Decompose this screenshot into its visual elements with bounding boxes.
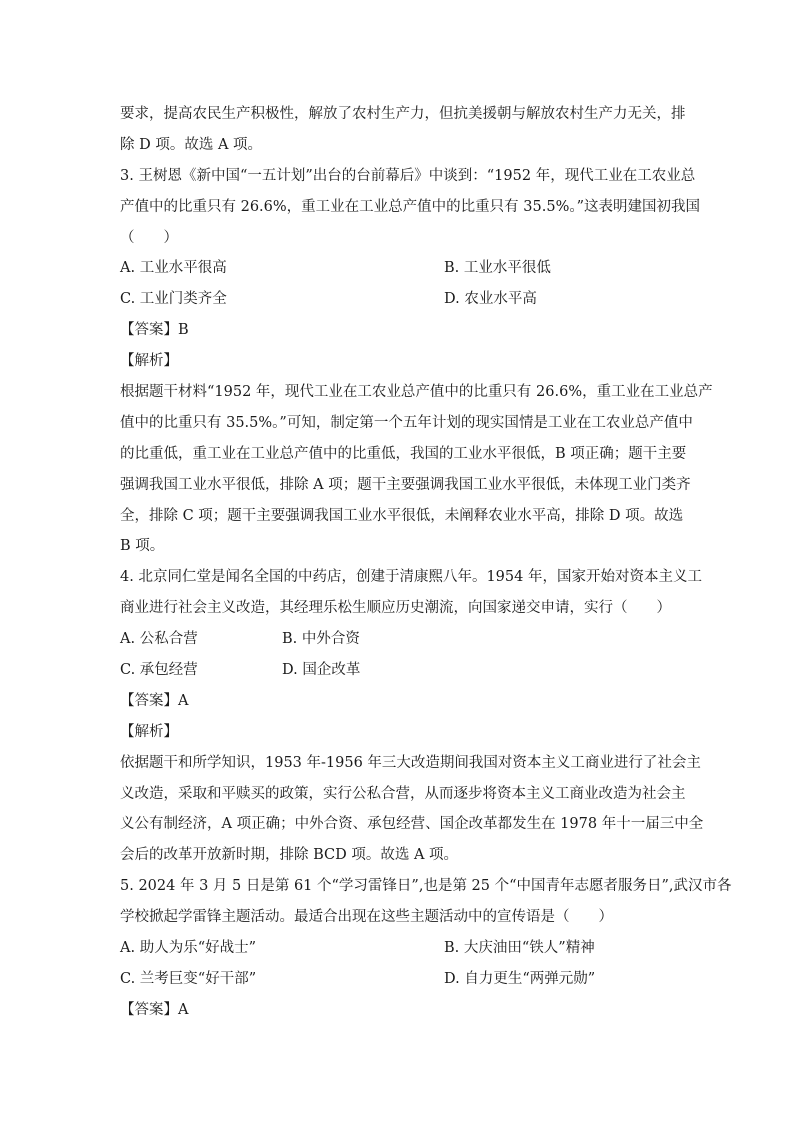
question-5-answer: 【答案】A <box>120 1001 189 1018</box>
question-4-analysis: 会后的改革开放新时期，排除 BCD 项。故选 A 项。 <box>120 847 459 864</box>
document-content <box>120 99 732 1026</box>
question-4-answer: 【答案】A <box>120 692 189 709</box>
question-3-analysis: 根据题干材料“1952 年，现代工业在工农业总产值中的比重只有 26.6%，重工业在工业总产 <box>120 384 713 401</box>
option-c: C. 承包经营 <box>120 662 198 679</box>
question-4-analysis-label: 【解析】 <box>120 723 178 740</box>
option-a: A. 工业水平很高 <box>120 260 227 277</box>
option-a: A. 公私合营 <box>120 631 198 648</box>
question-3-stem: 3. 王树恩《新中国“一五计划”出台的台前幕后》中谈到：“1952 年，现代工业在工农业总 <box>120 167 696 184</box>
carryover-line: 要求，提高农民生产积极性，解放了农村生产力，但抗美援朝与解放农村生产力无关，排 <box>120 106 686 122</box>
option-c: C. 工业门类齐全 <box>120 291 227 308</box>
question-3-analysis-label: 【解析】 <box>120 353 178 370</box>
question-3-answer: 【答案】B <box>120 322 189 339</box>
question-5-options-row <box>120 964 680 995</box>
question-3-analysis: 强调我国工业水平很低，排除 A 项；题干主要强调我国工业水平很低，未体现工业门类齐 <box>120 476 691 493</box>
question-4-analysis: 义公有制经济，A 项正确；中外合资、承包经营、国企改革都发生在 1978 年十一届三中全 <box>120 816 704 833</box>
question-3-analysis: 的比重低，重工业在工业总产值中的比重低，我国的工业水平很低，B 项正确；题干主要 <box>120 445 687 462</box>
option-b: B. 工业水平很低 <box>444 260 551 277</box>
carryover-line: 除 D 项。故选 A 项。 <box>120 136 263 153</box>
option-d: D. 国企改革 <box>282 662 361 679</box>
option-a: A. 助人为乐“好战士” <box>120 940 257 957</box>
option-b: B. 大庆油田“铁人”精神 <box>444 940 595 957</box>
option-d: D. 农业水平高 <box>444 291 537 308</box>
question-5-options-row <box>120 933 680 964</box>
question-4-options-row <box>120 655 680 686</box>
question-4-options-row <box>120 624 680 655</box>
option-d: D. 自力更生“两弹元勋” <box>444 970 596 987</box>
question-3-options-row <box>120 253 680 284</box>
question-3-analysis: B 项。 <box>120 538 165 555</box>
option-c: C. 兰考巨变“好干部” <box>120 970 257 987</box>
question-5-stem: 5. 2024 年 3 月 5 日是第 61 个“学习雷锋日”,也是第 25 个“中国青年志愿者服务日”,武汉市各 <box>120 878 732 895</box>
question-4-analysis: 依据题干和所学知识，1953 年-1956 年三大改造期间我国对资本主义工商业进行了社会主 <box>120 754 701 771</box>
question-3-options-row <box>120 284 680 315</box>
question-4-stem: 商业进行社会主义改造，其经理乐松生顺应历史潮流，向国家递交申请，实行（ ） <box>120 600 671 617</box>
question-3-analysis: 全，排除 C 项；题干主要强调我国工业水平很低，未阐释农业水平高，排除 D 项。故选 <box>120 507 684 524</box>
question-5-stem: 学校掀起学雷锋主题活动。最适合出现在这些主题活动中的宣传语是（ ） <box>120 909 613 926</box>
question-3-stem: 产值中的比重只有 26.6%，重工业在工业总产值中的比重只有 35.5%。”这表明建国初我国 <box>120 198 701 215</box>
question-3-stem: （ ） <box>120 229 178 246</box>
question-4-stem: 4. 北京同仁堂是闻名全国的中药店，创建于清康熙八年。1954 年，国家开始对资本主义工 <box>120 569 702 586</box>
question-3-analysis: 值中的比重只有 35.5%。”可知，制定第一个五年计划的现实国情是工业在工农业总产值中 <box>120 414 693 431</box>
option-b: B. 中外合资 <box>282 631 360 648</box>
question-4-analysis: 义改造，采取和平赎买的政策，实行公私合营，从而逐步将资本主义工商业改造为社会主 <box>120 785 686 802</box>
